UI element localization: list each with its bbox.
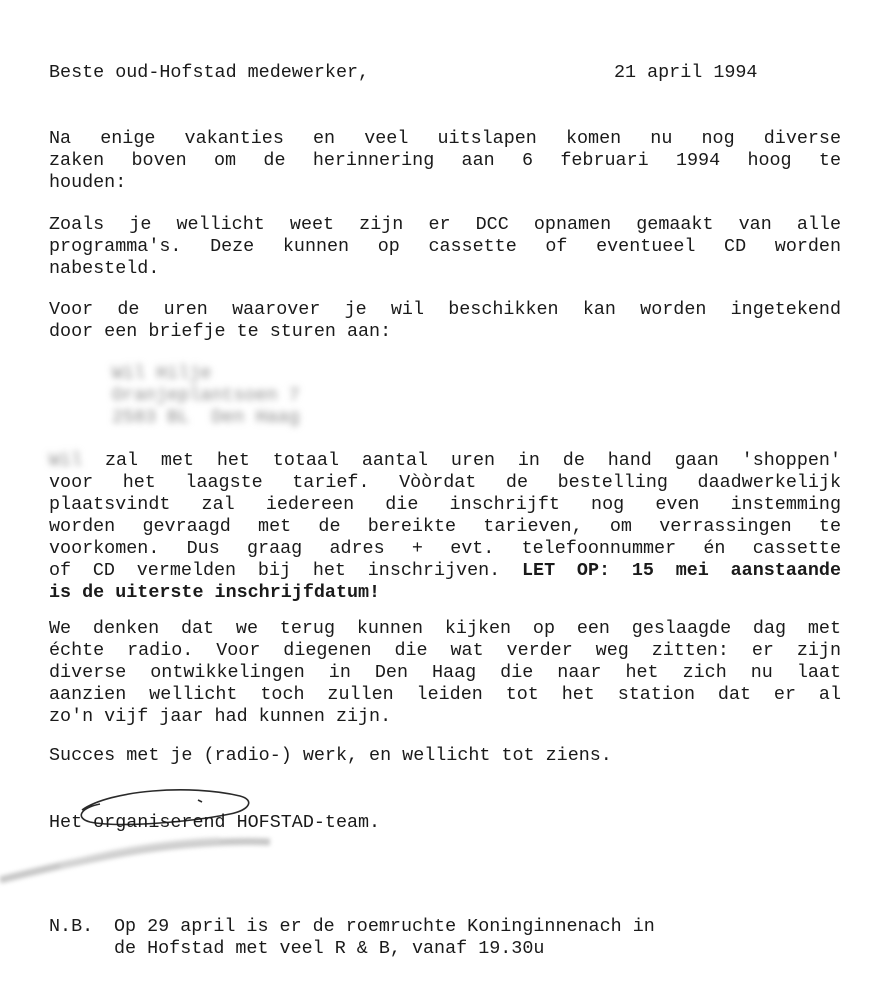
paragraph-line: programma's. Deze kunnen op cassette of eventueel CD worden [49, 236, 841, 257]
salutation: Beste oud-Hofstad medewerker, [49, 62, 370, 83]
address-name: Wil Hilje [112, 363, 212, 384]
address-street: Oranjeplantsoen 7 [112, 385, 300, 406]
deadline-notice-line: is de uiterste inschrijfdatum! [49, 582, 381, 603]
paragraph-line: Voor de uren waarover je wil beschikken kan worden ingetekend [49, 299, 841, 320]
paragraph-text: of CD vermelden bij het inschrijven. [49, 560, 522, 581]
paragraph-line: zo'n vijf jaar had kunnen zijn. [49, 706, 392, 727]
paragraph-2 [49, 214, 841, 280]
paragraph-4 [49, 450, 841, 604]
paragraph-line: Zoals je wellicht weet zijn er DCC opnamen gemaakt van alle [49, 214, 841, 235]
signature-icon [0, 770, 300, 900]
sign-off: Het organiserend HOFSTAD-team. [49, 812, 381, 833]
paragraph-line: voor het laagste tarief. Vòòrdat de bestelling daadwerkelijk [49, 472, 841, 493]
closing-line: Succes met je (radio-) werk, en wellicht tot ziens. [49, 745, 612, 766]
paragraph-1 [49, 128, 841, 194]
paragraph-line: aanzien wellicht toch zullen leiden tot het station dat er al [49, 684, 841, 705]
paragraph-line: door een briefje te sturen aan: [49, 321, 392, 342]
address-city: 2583 BL Den Haag [112, 407, 300, 428]
redacted-name: Wil [49, 450, 83, 471]
nb-line-2: de Hofstad met veel R & B, vanaf 19.30u [114, 938, 545, 959]
nb-label: N.B. [49, 916, 94, 937]
paragraph-line: houden: [49, 172, 127, 193]
paragraph-line: We denken dat we terug kunnen kijken op een geslaagde dag met [49, 618, 841, 639]
paragraph-line [49, 560, 841, 582]
deadline-notice: LET OP: 15 mei aanstaande [522, 560, 842, 581]
paragraph-text: zal met het totaal aantal uren in de hand gaan 'shoppen' [104, 450, 841, 471]
paragraph-line: plaatsvindt zal iedereen die inschrijft nog even instemming [49, 494, 841, 515]
letter-date: 21 april 1994 [614, 62, 758, 83]
paragraph-3 [49, 299, 841, 343]
paragraph-line [49, 450, 841, 472]
nb-line-1: Op 29 april is er de roemruchte Koninginnenach in [114, 916, 655, 937]
paragraph-line: worden gevraagd met de bereikte tarieven, om verrassingen te [49, 516, 841, 537]
paragraph-line: Na enige vakanties en veel uitslapen komen nu nog diverse [49, 128, 841, 149]
paragraph-line: nabesteld. [49, 258, 160, 279]
paragraph-line: échte radio. Voor diegenen die wat verder weg zitten: er zijn [49, 640, 841, 661]
paragraph-5 [49, 618, 841, 728]
paragraph-line: diverse ontwikkelingen in Den Haag die naar het zich nu laat [49, 662, 841, 683]
paragraph-line: voorkomen. Dus graag adres + evt. telefoonnummer én cassette [49, 538, 841, 559]
paragraph-line: zaken boven om de herinnering aan 6 februari 1994 hoog te [49, 150, 841, 171]
